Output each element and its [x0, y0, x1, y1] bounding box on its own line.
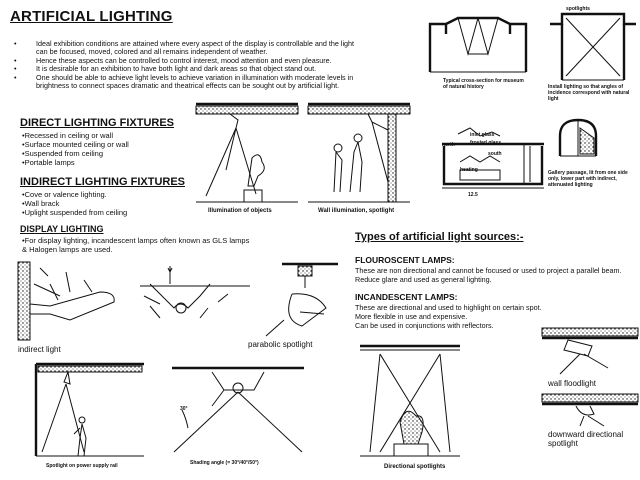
- direct-lighting-heading: DIRECT LIGHTING FIXTURES: [20, 117, 174, 129]
- indirect-lighting-heading: INDIRECT LIGHTING FIXTURES: [20, 176, 185, 188]
- label-frosted-glass: frosted glass: [470, 140, 502, 146]
- caption-directional: Directional spotlights: [384, 464, 446, 470]
- spotlight-box-diagram: [548, 10, 638, 82]
- object-illumination-diagram: [196, 100, 298, 204]
- list-item: •Wall brack: [22, 199, 60, 208]
- caption-lighting-angles: Install lighting so that angles of incidence correspond with natural light: [548, 84, 630, 102]
- caption-gallery: Gallery passage, lit from one side only, lower part with indirect, attenuated lighting: [548, 170, 628, 188]
- shading-angle-diagram: [172, 360, 304, 456]
- power-rail-diagram: [34, 362, 144, 458]
- list-item: •Uplight suspended from ceiling: [22, 208, 128, 217]
- label-north: north: [442, 142, 455, 148]
- list-item: •Portable lamps: [22, 158, 75, 167]
- incandescent-line: These are directional and used to highlight on certain spot.: [355, 303, 542, 312]
- parabolic-spotlight-diagram: [262, 262, 358, 336]
- ceiling-bracket-diagram: [140, 264, 250, 336]
- fluorescent-heading: FLOUROSCENT LAMPS:: [355, 255, 455, 265]
- display-lighting-heading: DISPLAY LIGHTING: [20, 224, 104, 234]
- intro-bullet: • One should be able to achieve light levels to achieve variation in illumination with moderate levels in brightness to connect spaces dramatic and theatrical effects can be sought out by artificial light.: [12, 74, 357, 91]
- incandescent-heading: INCANDESCENT LAMPS:: [355, 292, 458, 302]
- downward-spotlight-diagram: [542, 394, 638, 426]
- indirect-lighting-list: [22, 190, 192, 217]
- caption-wall-flood: wall floodlight: [548, 379, 597, 388]
- incandescent-line: More flexible in use and expensive.: [355, 312, 468, 321]
- wall-floodlight-diagram: [542, 328, 638, 378]
- light-sources-heading: Types of artificial light sources:-: [355, 231, 524, 243]
- label-width-dimension: 12.5: [468, 192, 478, 198]
- label-heating: heating: [460, 167, 478, 173]
- caption-shading: Shading angle (= 30°/40°/50°): [190, 460, 259, 466]
- caption-power-rail: Spotlight on power supply rail: [46, 463, 118, 469]
- page-title: ARTIFICIAL LIGHTING: [10, 8, 173, 25]
- list-item: •Suspended from ceiling: [22, 149, 104, 158]
- incandescent-line: Can be used in conjunctions with reflectors.: [355, 321, 494, 330]
- direct-lighting-list: [22, 131, 192, 167]
- caption-objects: Illumination of objects: [208, 208, 272, 214]
- label-south: south: [488, 151, 502, 157]
- fluorescent-text: These are non directional and cannot be focused or used to project a parallel beam. Reduce glare and used as general lighting.: [355, 266, 622, 284]
- label-spotlights: spotlights: [566, 6, 590, 12]
- intro-bullet: • Hence these aspects can be controlled to control interest, mood attention and even pleasure.: [12, 57, 357, 65]
- display-lighting-text: •For display lighting, incandescent lamps often known as GLS lamps & Halogen lamps are used.: [22, 236, 250, 254]
- list-item: •Surface mounted ceiling or wall: [22, 140, 129, 149]
- incandescent-text: [355, 303, 633, 330]
- caption-downward-spot: downward directional spotlight: [548, 430, 624, 448]
- intro-bullet: • Ideal exhibition conditions are attained where every aspect of the display is controllable and the light can be focused, moved, colored and all remains independent of weather.: [12, 40, 357, 57]
- caption-museum: Typical cross-section for museum of natural history: [443, 78, 524, 90]
- intro-bullet-list: [12, 40, 357, 90]
- directional-spotlights-diagram: [360, 344, 460, 460]
- intro-bullet: • It is desirable for an exhibition to have both light and dark areas so that object stand out.: [12, 65, 357, 73]
- caption-parabolic: parabolic spotlight: [248, 340, 313, 349]
- list-item: •Recessed in ceiling or wall: [22, 131, 113, 140]
- label-angle: 30°: [180, 406, 188, 412]
- label-inlet-glass: inlet glass: [470, 132, 495, 138]
- caption-indirect-light: indirect light: [18, 345, 61, 354]
- list-item: •Cove or valence lighting.: [22, 190, 107, 199]
- gallery-passage-diagram: [556, 118, 606, 158]
- caption-wall-spot: Wall illumination, spotlight: [318, 208, 395, 214]
- museum-section-diagram: [428, 14, 528, 74]
- indirect-light-diagram: [10, 262, 120, 342]
- wall-spotlight-diagram: [308, 100, 410, 204]
